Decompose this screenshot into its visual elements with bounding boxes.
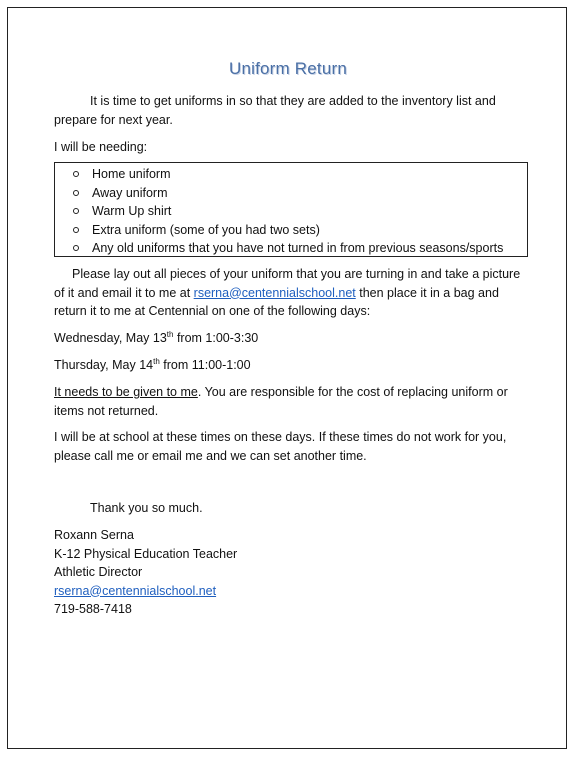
- list-item: Away uniform: [73, 184, 527, 203]
- bullet-icon: [73, 171, 79, 177]
- signature-title: K-12 Physical Education Teacher: [54, 546, 238, 561]
- signature-block: [54, 526, 524, 619]
- list-item: Warm Up shirt: [73, 202, 527, 221]
- list-item: Any old uniforms that you have not turned in from previous seasons/sports: [73, 239, 527, 258]
- items-list: [54, 162, 528, 257]
- email-link[interactable]: rserna@centennialschool.net: [193, 285, 356, 300]
- availability-paragraph: I will be at school at these times on these days. If these times do not work for you, please call me or email me and we can set another time.: [54, 430, 507, 463]
- intro-paragraph: It is time to get uniforms in so that they are added to the inventory list and prepare for next year.: [54, 94, 496, 127]
- needing-label: I will be needing:: [54, 140, 148, 154]
- thanks-line: Thank you so much.: [90, 501, 203, 515]
- day-thursday: Thursday, May 14th from 11:00-1:00: [54, 356, 251, 372]
- day-wednesday: Wednesday, May 13th from 1:00-3:30: [54, 329, 259, 345]
- list-item: Home uniform: [73, 165, 527, 184]
- bullet-icon: [73, 190, 79, 196]
- signature-role: Athletic Director: [54, 565, 143, 579]
- bullet-icon: [73, 208, 79, 214]
- given-underlined: It needs to be given to me: [54, 385, 198, 399]
- instructions-paragraph: Please lay out all pieces of your uniform that you are turning in and take a picture of it and email it to me at rserna@centennialschool.net then place it in a bag and return it to me at Centennial on one of the following days:: [54, 267, 521, 318]
- bullet-icon: [73, 227, 79, 233]
- signature-phone: 719-588-7418: [54, 602, 132, 616]
- signature-email-link[interactable]: rserna@centennialschool.net: [54, 583, 217, 598]
- signature-name: Roxann Serna: [54, 528, 134, 542]
- document-title: Uniform Return: [228, 59, 348, 78]
- bullet-icon: [73, 245, 79, 251]
- given-paragraph: It needs to be given to me. You are responsible for the cost of replacing uniform or items not returned.: [54, 385, 508, 418]
- list-item: Extra uniform (some of you had two sets): [73, 221, 527, 240]
